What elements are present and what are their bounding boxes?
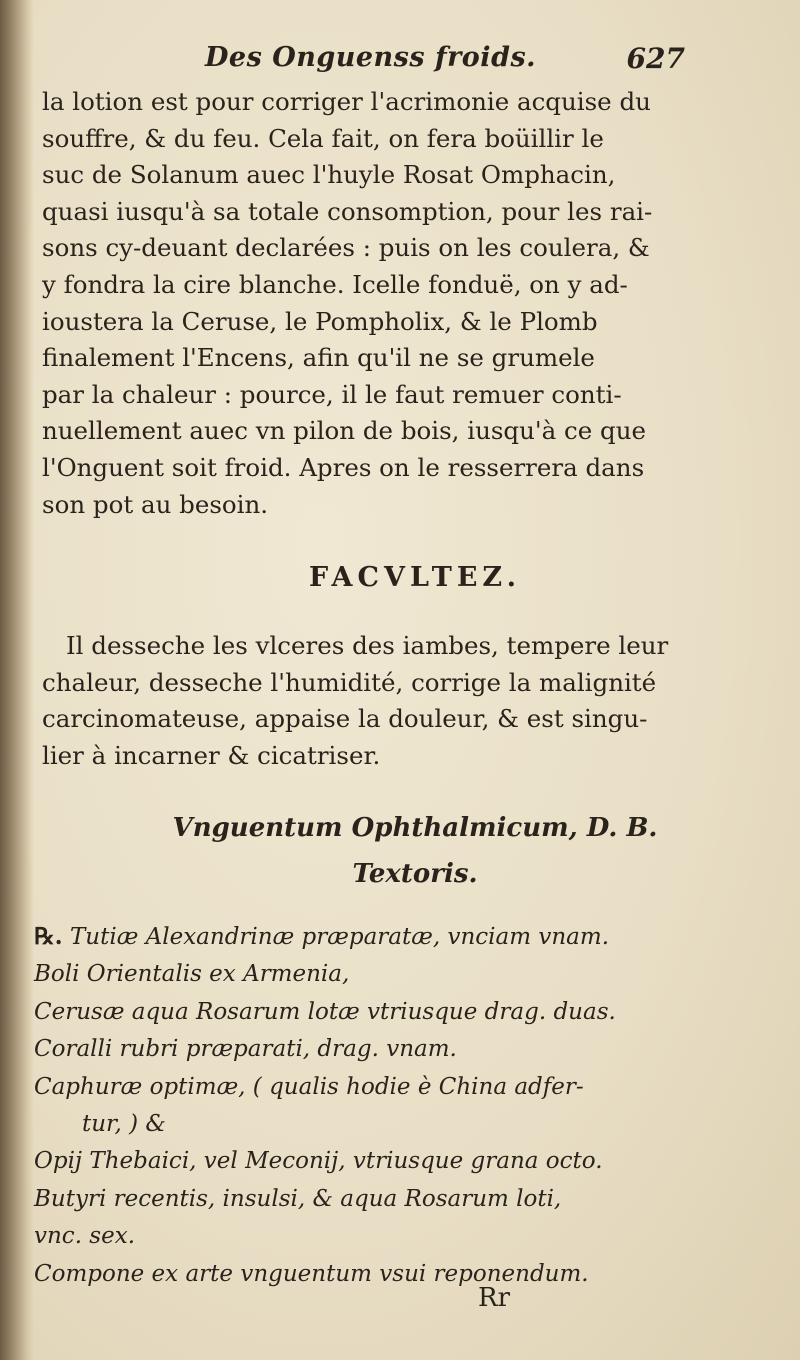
book-gutter (0, 0, 34, 1360)
recipe-title-line: Textoris. (352, 859, 478, 889)
signature-mark: Rr (478, 1283, 511, 1313)
text-line: finalement l'Encens, afin qu'il ne se grumele (42, 343, 595, 373)
recipe-ingredient: vnc. sex. (34, 1223, 136, 1250)
text-line: son pot au besoin. (42, 489, 269, 519)
recipe-title-line: Vnguentum Ophthalmicum, D. B. (172, 813, 658, 843)
text-line: chaleur, desseche l'humidité, corrige la malignité (42, 667, 657, 697)
recipe-ingredient: Coralli rubri præparati, drag. vnam. (34, 1036, 457, 1063)
text-line: nuellement auec vn pilon de bois, iusqu'à ce que (42, 416, 646, 446)
text-line: par la chaleur : pource, il le faut remuer conti- (42, 379, 622, 409)
text-line: ioustera la Ceruse, le Pompholix, & le Plomb (42, 306, 598, 336)
recipe-ingredient: Boli Orientalis ex Armenia, (34, 961, 350, 988)
text-line: la lotion est pour corriger l'acrimonie acquise du (42, 87, 651, 116)
recipe-ingredient: Butyri recentis, insulsi, & aqua Rosarum loti, (34, 1185, 562, 1212)
page-header (205, 42, 685, 86)
text-line: y fondra la cire blanche. Icelle fonduë, on y ad- (42, 269, 628, 299)
recipe-list (34, 918, 694, 1293)
section-heading: FACVLTEZ. (308, 562, 522, 593)
recipe-line (34, 918, 694, 956)
text-line: lier à incarner & cicatriser. (42, 740, 381, 770)
recipe-ingredient: Compone ex arte vnguentum vsui reponendum. (34, 1260, 589, 1287)
text-line: l'Onguent soit froid. Apres on le resserrera dans (42, 452, 645, 482)
text-line: suc de Solanum auec l'huyle Rosat Omphacin, (42, 160, 616, 190)
text-line: carcinomateuse, appaise la douleur, & est singu- (42, 704, 648, 734)
recipe-ingredient: Caphuræ optimæ, ( qualis hodie è China adfer- (34, 1073, 584, 1100)
text-line: quasi iusqu'à sa totale consomption, pour les rai- (42, 196, 653, 226)
text-line: Il desseche les vlceres des iambes, tempere leur (66, 631, 669, 660)
text-line: souffre, & du feu. Cela fait, on fera boüillir le (42, 123, 604, 153)
recipe-ingredient: tur, ) & (82, 1111, 166, 1138)
recipe-title (0, 805, 800, 897)
running-title: Des Onguenss froids. (205, 42, 537, 73)
text-line: sons cy-deuant declarées : puis on les coulera, & (42, 233, 650, 263)
recipe-symbol: ℞. (34, 923, 63, 950)
page-number: 627 (626, 42, 685, 75)
recipe-ingredient: Opij Thebaici, vel Meconij, vtriusque grana octo. (34, 1148, 603, 1175)
recipe-ingredient: Tutiæ Alexandrinæ præparatæ, vnciam vnam. (69, 924, 610, 950)
paragraph-preparation (42, 84, 682, 523)
recipe-ingredient: Cerusæ aqua Rosarum lotæ vtriusque drag. duas. (34, 998, 616, 1025)
paragraph-faculties (42, 628, 682, 774)
